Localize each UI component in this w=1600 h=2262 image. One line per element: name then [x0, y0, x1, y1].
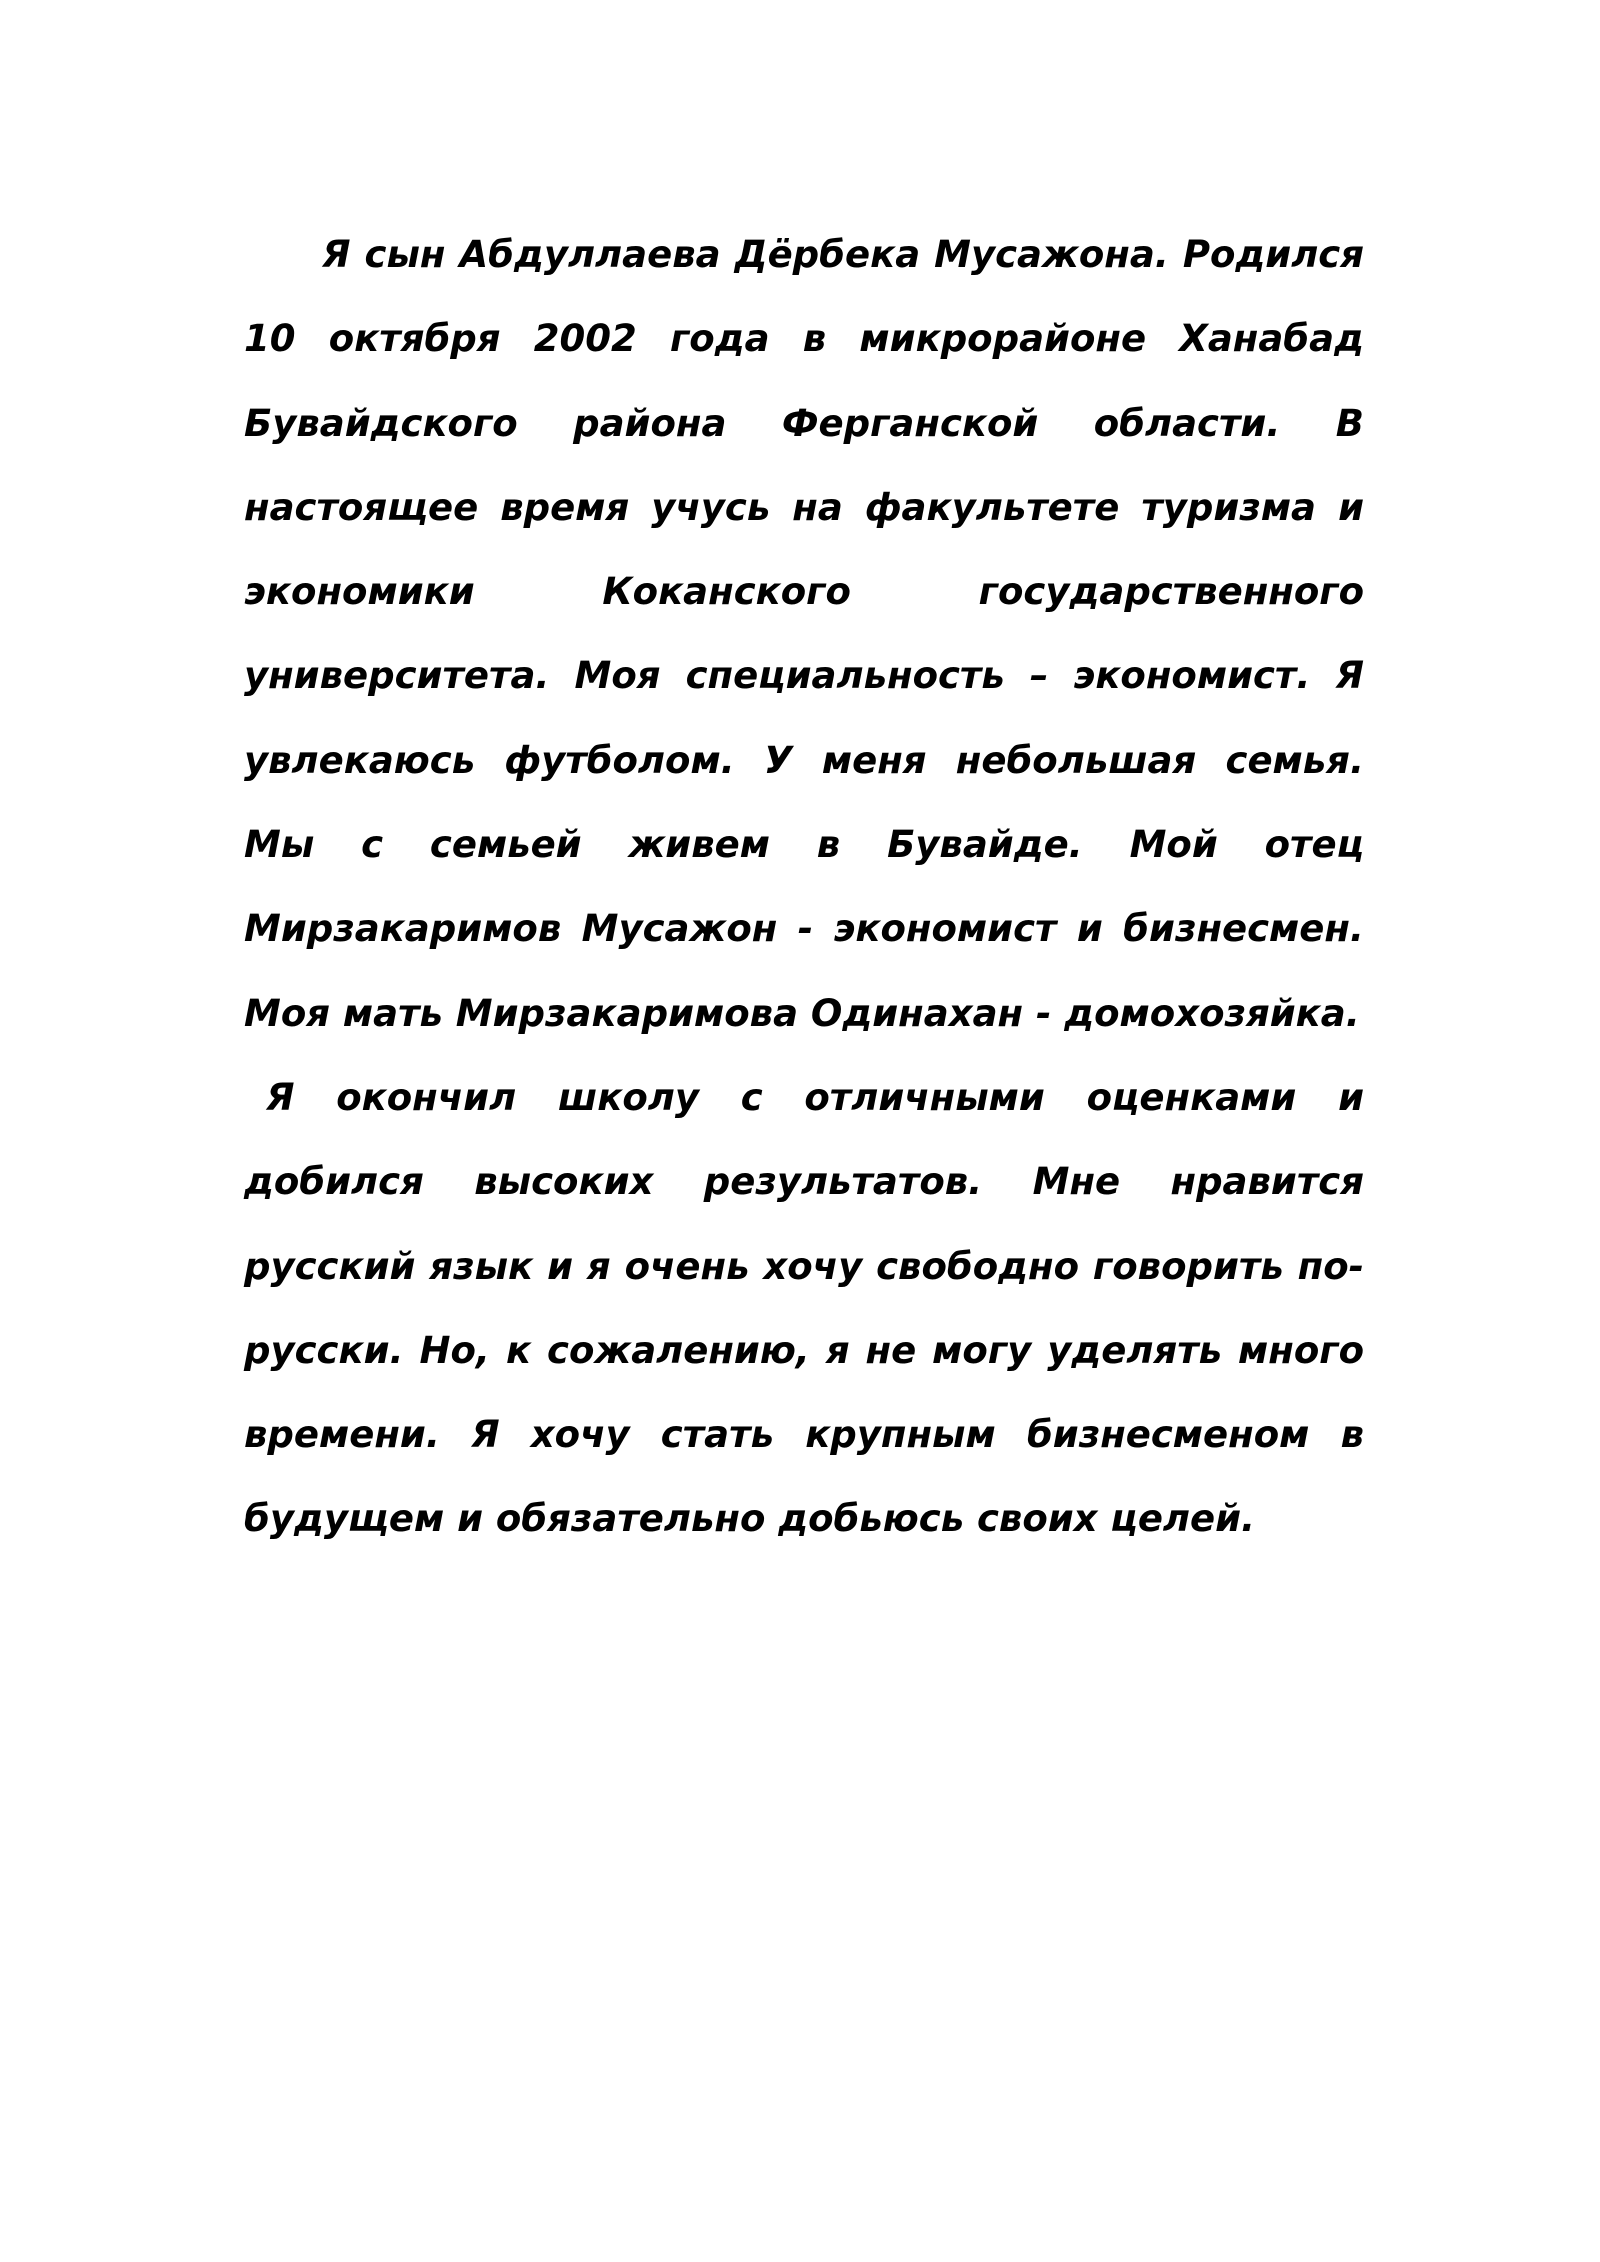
paragraph-biography: Я сын Абдуллаева Дёрбека Мусажона. Родился 10 октября 2002 года в микрорайоне Ханабад Бувайдского района Ферганской области. В настоящее время учусь на факультете туризма и экономики Коканского государственного университета. Моя специальность – экономист. Я увлекаюсь футболом. У меня небольшая семья. Мы с семьей живем в Бувайде. Мой отец Мирзакаримов Мусажон - экономист и бизнесмен. Моя мать Мирзакаримова Одинахан - домохозяйка.: [244, 233, 1364, 1035]
paragraph-education-goals: Я окончил школу с отличными оценками и добился высоких результатов. Мне нравится русский язык и я очень хочу свободно говорить по-русски. Но, к сожалению, я не могу уделять много времени. Я хочу стать крупным бизнесменом в будущем и обязательно добьюсь своих целей.: [244, 1075, 1364, 1541]
document-body: [244, 213, 1364, 1562]
